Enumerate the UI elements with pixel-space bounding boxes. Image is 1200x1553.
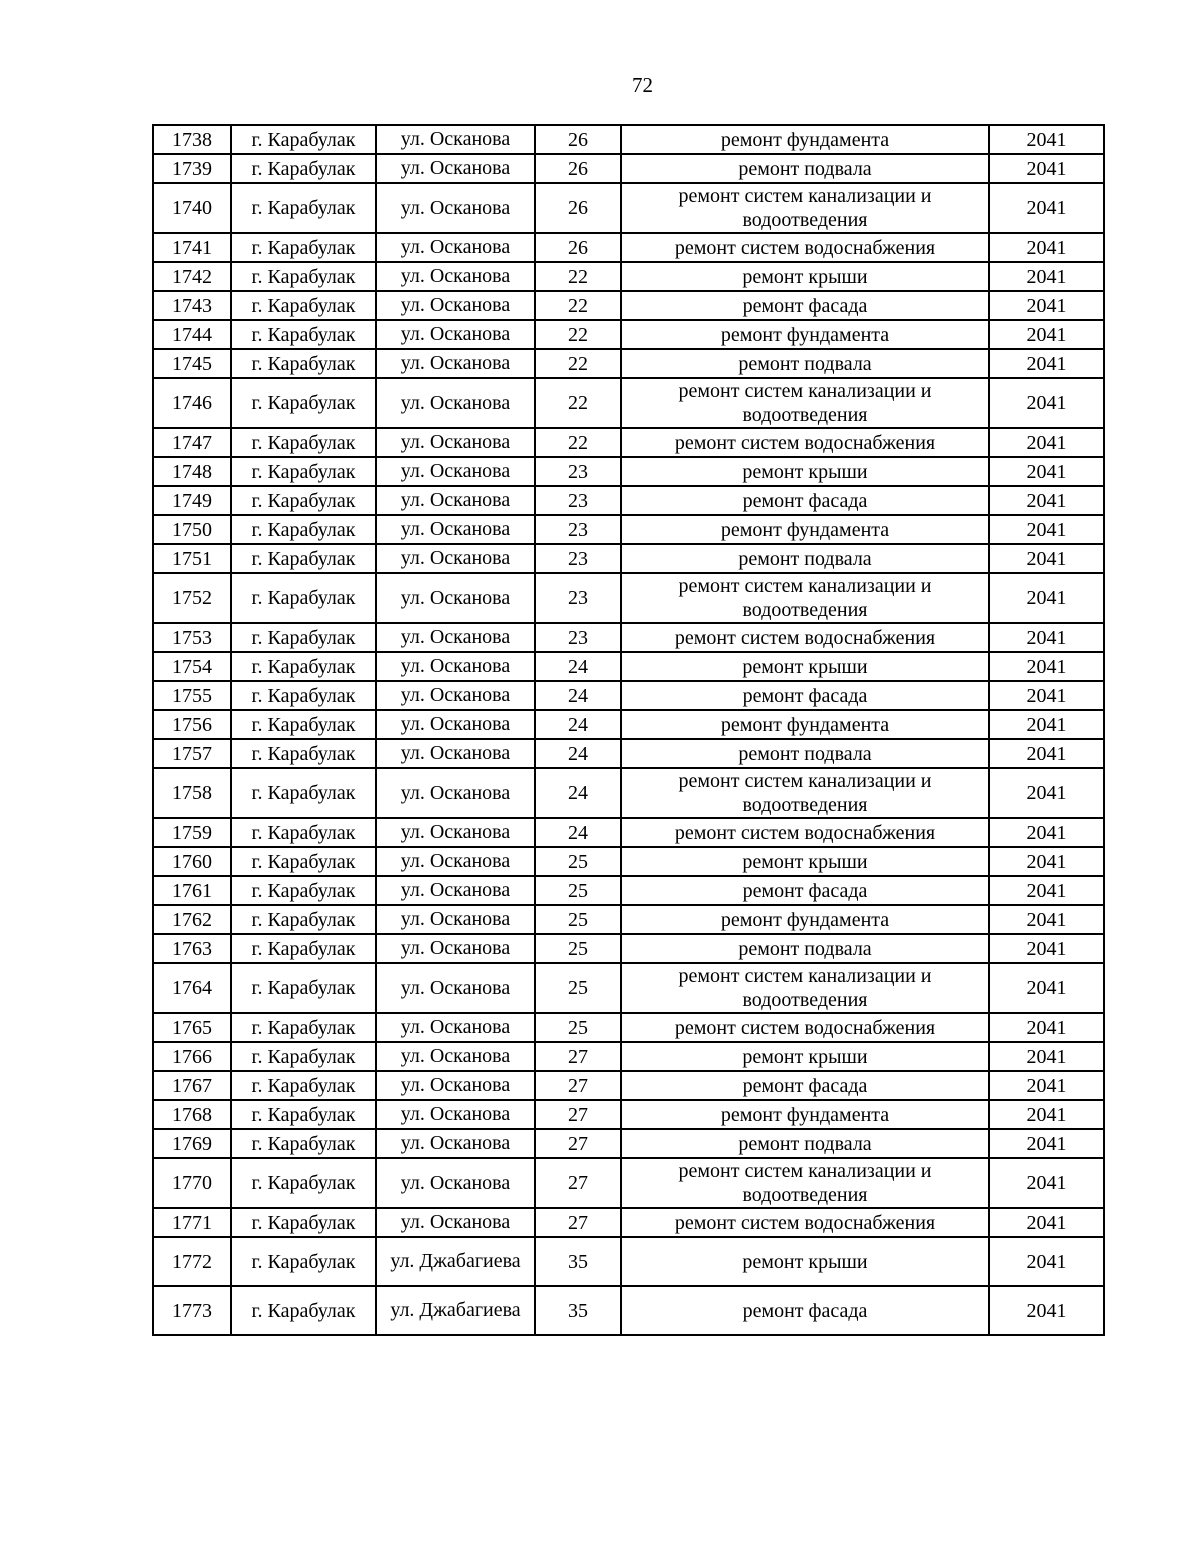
- year-cell: 2041: [989, 934, 1104, 963]
- street-cell: ул. Осканова: [376, 125, 535, 154]
- street-cell: ул. Осканова: [376, 905, 535, 934]
- street-cell: ул. Осканова: [376, 1100, 535, 1129]
- row-number-cell: 1746: [153, 378, 231, 428]
- city-cell: г. Карабулак: [231, 457, 376, 486]
- work-type-cell: ремонт систем канализации и водоотведения: [621, 378, 989, 428]
- street-cell: ул. Осканова: [376, 1042, 535, 1071]
- city-cell: г. Карабулак: [231, 1129, 376, 1158]
- house-number-cell: 35: [535, 1237, 621, 1286]
- house-number-cell: 23: [535, 544, 621, 573]
- work-type-cell: ремонт подвала: [621, 934, 989, 963]
- city-cell: г. Карабулак: [231, 1071, 376, 1100]
- year-cell: 2041: [989, 710, 1104, 739]
- row-number-cell: 1755: [153, 681, 231, 710]
- row-number-cell: 1747: [153, 428, 231, 457]
- page-number: 72: [632, 73, 653, 97]
- street-cell: ул. Осканова: [376, 1208, 535, 1237]
- work-type-cell: ремонт систем водоснабжения: [621, 428, 989, 457]
- table-row: [153, 1237, 1104, 1286]
- city-cell: г. Карабулак: [231, 876, 376, 905]
- row-number-cell: 1763: [153, 934, 231, 963]
- table-row: [153, 515, 1104, 544]
- house-number-cell: 25: [535, 847, 621, 876]
- city-cell: г. Карабулак: [231, 710, 376, 739]
- year-cell: 2041: [989, 544, 1104, 573]
- row-number-cell: 1766: [153, 1042, 231, 1071]
- row-number-cell: 1740: [153, 183, 231, 233]
- work-type-cell: ремонт систем водоснабжения: [621, 818, 989, 847]
- house-number-cell: 25: [535, 1013, 621, 1042]
- house-number-cell: 22: [535, 428, 621, 457]
- year-cell: 2041: [989, 320, 1104, 349]
- house-number-cell: 25: [535, 934, 621, 963]
- city-cell: г. Карабулак: [231, 233, 376, 262]
- city-cell: г. Карабулак: [231, 739, 376, 768]
- city-cell: г. Карабулак: [231, 963, 376, 1013]
- city-cell: г. Карабулак: [231, 486, 376, 515]
- year-cell: 2041: [989, 1042, 1104, 1071]
- street-cell: ул. Осканова: [376, 876, 535, 905]
- work-type-cell: ремонт крыши: [621, 1042, 989, 1071]
- row-number-cell: 1769: [153, 1129, 231, 1158]
- table-row: [153, 457, 1104, 486]
- table-row: [153, 710, 1104, 739]
- work-type-cell: ремонт фундамента: [621, 1100, 989, 1129]
- street-cell: ул. Осканова: [376, 1129, 535, 1158]
- year-cell: 2041: [989, 818, 1104, 847]
- city-cell: г. Карабулак: [231, 1013, 376, 1042]
- street-cell: ул. Осканова: [376, 378, 535, 428]
- city-cell: г. Карабулак: [231, 378, 376, 428]
- city-cell: г. Карабулак: [231, 847, 376, 876]
- street-cell: ул. Осканова: [376, 291, 535, 320]
- house-number-cell: 22: [535, 262, 621, 291]
- work-type-cell: ремонт систем водоснабжения: [621, 623, 989, 652]
- city-cell: г. Карабулак: [231, 1158, 376, 1208]
- table-row: [153, 1129, 1104, 1158]
- table-row: [153, 1071, 1104, 1100]
- city-cell: г. Карабулак: [231, 349, 376, 378]
- row-number-cell: 1756: [153, 710, 231, 739]
- street-cell: ул. Осканова: [376, 486, 535, 515]
- row-number-cell: 1743: [153, 291, 231, 320]
- year-cell: 2041: [989, 905, 1104, 934]
- table-row: [153, 1100, 1104, 1129]
- year-cell: 2041: [989, 428, 1104, 457]
- street-cell: ул. Осканова: [376, 544, 535, 573]
- year-cell: 2041: [989, 154, 1104, 183]
- street-cell: ул. Осканова: [376, 623, 535, 652]
- table-row: [153, 378, 1104, 428]
- table-row: [153, 320, 1104, 349]
- row-number-cell: 1748: [153, 457, 231, 486]
- house-number-cell: 27: [535, 1158, 621, 1208]
- row-number-cell: 1767: [153, 1071, 231, 1100]
- table-row: [153, 818, 1104, 847]
- work-type-cell: ремонт подвала: [621, 154, 989, 183]
- table-row: [153, 291, 1104, 320]
- row-number-cell: 1760: [153, 847, 231, 876]
- house-number-cell: 23: [535, 623, 621, 652]
- street-cell: ул. Осканова: [376, 515, 535, 544]
- house-number-cell: 23: [535, 573, 621, 623]
- year-cell: 2041: [989, 125, 1104, 154]
- table-row: [153, 1158, 1104, 1208]
- table-row: [153, 1042, 1104, 1071]
- city-cell: г. Карабулак: [231, 515, 376, 544]
- work-type-cell: ремонт фасада: [621, 291, 989, 320]
- year-cell: 2041: [989, 233, 1104, 262]
- row-number-cell: 1771: [153, 1208, 231, 1237]
- work-type-cell: ремонт фасада: [621, 486, 989, 515]
- table-row: [153, 125, 1104, 154]
- city-cell: г. Карабулак: [231, 544, 376, 573]
- row-number-cell: 1758: [153, 768, 231, 818]
- house-number-cell: 27: [535, 1071, 621, 1100]
- table-row: [153, 1013, 1104, 1042]
- row-number-cell: 1749: [153, 486, 231, 515]
- house-number-cell: 23: [535, 457, 621, 486]
- row-number-cell: 1744: [153, 320, 231, 349]
- year-cell: 2041: [989, 1071, 1104, 1100]
- street-cell: ул. Осканова: [376, 768, 535, 818]
- house-number-cell: 26: [535, 183, 621, 233]
- table-row: [153, 681, 1104, 710]
- house-number-cell: 24: [535, 681, 621, 710]
- table-row: [153, 486, 1104, 515]
- work-type-cell: ремонт крыши: [621, 457, 989, 486]
- city-cell: г. Карабулак: [231, 262, 376, 291]
- city-cell: г. Карабулак: [231, 818, 376, 847]
- work-type-cell: ремонт систем канализации и водоотведения: [621, 963, 989, 1013]
- work-type-cell: ремонт фасада: [621, 681, 989, 710]
- work-type-cell: ремонт крыши: [621, 1237, 989, 1286]
- row-number-cell: 1762: [153, 905, 231, 934]
- house-number-cell: 27: [535, 1208, 621, 1237]
- work-type-cell: ремонт крыши: [621, 262, 989, 291]
- year-cell: 2041: [989, 1100, 1104, 1129]
- city-cell: г. Карабулак: [231, 1286, 376, 1335]
- work-type-cell: ремонт подвала: [621, 739, 989, 768]
- house-number-cell: 27: [535, 1129, 621, 1158]
- house-number-cell: 25: [535, 963, 621, 1013]
- table-row: [153, 652, 1104, 681]
- work-type-cell: ремонт систем водоснабжения: [621, 1208, 989, 1237]
- work-type-cell: ремонт фундамента: [621, 710, 989, 739]
- city-cell: г. Карабулак: [231, 573, 376, 623]
- row-number-cell: 1753: [153, 623, 231, 652]
- street-cell: ул. Осканова: [376, 573, 535, 623]
- work-type-cell: ремонт систем канализации и водоотведения: [621, 183, 989, 233]
- year-cell: 2041: [989, 768, 1104, 818]
- table-row: [153, 262, 1104, 291]
- house-number-cell: 26: [535, 233, 621, 262]
- work-type-cell: ремонт подвала: [621, 1129, 989, 1158]
- city-cell: г. Карабулак: [231, 681, 376, 710]
- street-cell: ул. Осканова: [376, 963, 535, 1013]
- table-row: [153, 1208, 1104, 1237]
- year-cell: 2041: [989, 1208, 1104, 1237]
- work-type-cell: ремонт систем водоснабжения: [621, 1013, 989, 1042]
- year-cell: 2041: [989, 349, 1104, 378]
- street-cell: ул. Осканова: [376, 320, 535, 349]
- house-number-cell: 23: [535, 486, 621, 515]
- year-cell: 2041: [989, 573, 1104, 623]
- year-cell: 2041: [989, 515, 1104, 544]
- street-cell: ул. Осканова: [376, 818, 535, 847]
- street-cell: ул. Осканова: [376, 1158, 535, 1208]
- row-number-cell: 1742: [153, 262, 231, 291]
- table-row: [153, 847, 1104, 876]
- work-type-cell: ремонт подвала: [621, 544, 989, 573]
- year-cell: 2041: [989, 623, 1104, 652]
- table-row: [153, 1286, 1104, 1335]
- table-row: [153, 183, 1104, 233]
- row-number-cell: 1765: [153, 1013, 231, 1042]
- work-type-cell: ремонт фасада: [621, 1071, 989, 1100]
- street-cell: ул. Джабагиева: [376, 1286, 535, 1335]
- year-cell: 2041: [989, 1158, 1104, 1208]
- repair-schedule-table: [152, 124, 1105, 1336]
- row-number-cell: 1761: [153, 876, 231, 905]
- street-cell: ул. Осканова: [376, 349, 535, 378]
- street-cell: ул. Осканова: [376, 652, 535, 681]
- year-cell: 2041: [989, 1237, 1104, 1286]
- city-cell: г. Карабулак: [231, 768, 376, 818]
- street-cell: ул. Осканова: [376, 934, 535, 963]
- row-number-cell: 1759: [153, 818, 231, 847]
- work-type-cell: ремонт фасада: [621, 876, 989, 905]
- city-cell: г. Карабулак: [231, 154, 376, 183]
- house-number-cell: 23: [535, 515, 621, 544]
- street-cell: ул. Осканова: [376, 154, 535, 183]
- table-body: [153, 125, 1104, 1335]
- year-cell: 2041: [989, 291, 1104, 320]
- city-cell: г. Карабулак: [231, 652, 376, 681]
- row-number-cell: 1751: [153, 544, 231, 573]
- year-cell: 2041: [989, 262, 1104, 291]
- table-row: [153, 905, 1104, 934]
- year-cell: 2041: [989, 1129, 1104, 1158]
- house-number-cell: 25: [535, 876, 621, 905]
- year-cell: 2041: [989, 681, 1104, 710]
- row-number-cell: 1741: [153, 233, 231, 262]
- house-number-cell: 25: [535, 905, 621, 934]
- city-cell: г. Карабулак: [231, 623, 376, 652]
- row-number-cell: 1738: [153, 125, 231, 154]
- work-type-cell: ремонт фундамента: [621, 320, 989, 349]
- year-cell: 2041: [989, 1286, 1104, 1335]
- table-row: [153, 876, 1104, 905]
- street-cell: ул. Осканова: [376, 739, 535, 768]
- work-type-cell: ремонт систем канализации и водоотведения: [621, 1158, 989, 1208]
- house-number-cell: 24: [535, 739, 621, 768]
- house-number-cell: 27: [535, 1100, 621, 1129]
- house-number-cell: 22: [535, 291, 621, 320]
- row-number-cell: 1750: [153, 515, 231, 544]
- work-type-cell: ремонт фундамента: [621, 125, 989, 154]
- row-number-cell: 1764: [153, 963, 231, 1013]
- year-cell: 2041: [989, 183, 1104, 233]
- row-number-cell: 1745: [153, 349, 231, 378]
- house-number-cell: 27: [535, 1042, 621, 1071]
- city-cell: г. Карабулак: [231, 934, 376, 963]
- house-number-cell: 26: [535, 125, 621, 154]
- city-cell: г. Карабулак: [231, 428, 376, 457]
- city-cell: г. Карабулак: [231, 125, 376, 154]
- house-number-cell: 22: [535, 349, 621, 378]
- row-number-cell: 1773: [153, 1286, 231, 1335]
- table-row: [153, 349, 1104, 378]
- work-type-cell: ремонт подвала: [621, 349, 989, 378]
- city-cell: г. Карабулак: [231, 1237, 376, 1286]
- row-number-cell: 1757: [153, 739, 231, 768]
- street-cell: ул. Осканова: [376, 1013, 535, 1042]
- year-cell: 2041: [989, 963, 1104, 1013]
- table-row: [153, 233, 1104, 262]
- work-type-cell: ремонт систем водоснабжения: [621, 233, 989, 262]
- city-cell: г. Карабулак: [231, 905, 376, 934]
- city-cell: г. Карабулак: [231, 1042, 376, 1071]
- street-cell: ул. Осканова: [376, 1071, 535, 1100]
- row-number-cell: 1754: [153, 652, 231, 681]
- house-number-cell: 22: [535, 320, 621, 349]
- table-row: [153, 154, 1104, 183]
- work-type-cell: ремонт фундамента: [621, 515, 989, 544]
- row-number-cell: 1739: [153, 154, 231, 183]
- house-number-cell: 24: [535, 768, 621, 818]
- street-cell: ул. Джабагиева: [376, 1237, 535, 1286]
- year-cell: 2041: [989, 486, 1104, 515]
- table-row: [153, 963, 1104, 1013]
- table-row: [153, 428, 1104, 457]
- year-cell: 2041: [989, 1013, 1104, 1042]
- work-type-cell: ремонт фасада: [621, 1286, 989, 1335]
- street-cell: ул. Осканова: [376, 428, 535, 457]
- year-cell: 2041: [989, 457, 1104, 486]
- house-number-cell: 22: [535, 378, 621, 428]
- house-number-cell: 24: [535, 818, 621, 847]
- row-number-cell: 1770: [153, 1158, 231, 1208]
- table-row: [153, 768, 1104, 818]
- year-cell: 2041: [989, 876, 1104, 905]
- row-number-cell: 1752: [153, 573, 231, 623]
- work-type-cell: ремонт крыши: [621, 847, 989, 876]
- street-cell: ул. Осканова: [376, 681, 535, 710]
- table-row: [153, 573, 1104, 623]
- street-cell: ул. Осканова: [376, 847, 535, 876]
- house-number-cell: 24: [535, 652, 621, 681]
- year-cell: 2041: [989, 652, 1104, 681]
- year-cell: 2041: [989, 739, 1104, 768]
- street-cell: ул. Осканова: [376, 710, 535, 739]
- table-row: [153, 934, 1104, 963]
- work-type-cell: ремонт крыши: [621, 652, 989, 681]
- city-cell: г. Карабулак: [231, 291, 376, 320]
- year-cell: 2041: [989, 378, 1104, 428]
- street-cell: ул. Осканова: [376, 183, 535, 233]
- city-cell: г. Карабулак: [231, 183, 376, 233]
- street-cell: ул. Осканова: [376, 233, 535, 262]
- row-number-cell: 1772: [153, 1237, 231, 1286]
- city-cell: г. Карабулак: [231, 320, 376, 349]
- house-number-cell: 35: [535, 1286, 621, 1335]
- street-cell: ул. Осканова: [376, 457, 535, 486]
- work-type-cell: ремонт систем канализации и водоотведения: [621, 768, 989, 818]
- city-cell: г. Карабулак: [231, 1100, 376, 1129]
- city-cell: г. Карабулак: [231, 1208, 376, 1237]
- house-number-cell: 26: [535, 154, 621, 183]
- house-number-cell: 24: [535, 710, 621, 739]
- table-row: [153, 623, 1104, 652]
- work-type-cell: ремонт систем канализации и водоотведения: [621, 573, 989, 623]
- year-cell: 2041: [989, 847, 1104, 876]
- work-type-cell: ремонт фундамента: [621, 905, 989, 934]
- street-cell: ул. Осканова: [376, 262, 535, 291]
- row-number-cell: 1768: [153, 1100, 231, 1129]
- table-row: [153, 739, 1104, 768]
- table-row: [153, 544, 1104, 573]
